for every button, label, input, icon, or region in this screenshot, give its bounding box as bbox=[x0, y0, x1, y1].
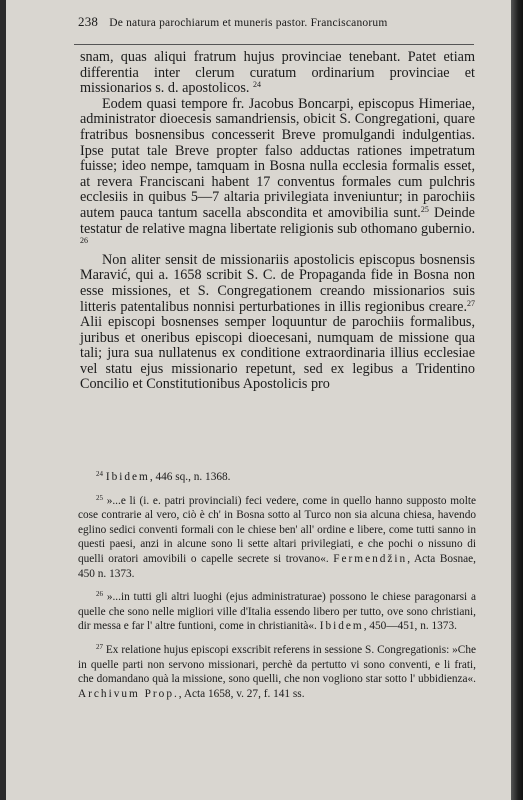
footnote-ref: 27 bbox=[467, 298, 475, 308]
footnote-ref: 24 bbox=[253, 80, 262, 90]
page-edge-shadow bbox=[511, 0, 523, 800]
main-text bbox=[80, 50, 475, 393]
page-number: 238 bbox=[78, 14, 99, 29]
paragraph: Non aliter sensit de missionariis apostolicis episcopus bosnensis Maravić, qui a. 1658 scribit S. C. de Propaganda fide in Bosna non esse missiones, et S. Congregationem creando missionarios suis litteris patentalibus nonnisi perturbationes in illis regionibus creare.$^{27}$ Alii episcopi bosnenses semper loquuntur de parochiis formalibus, juribus et oneribus episcopi dioecesani, numquam de missione qua tali; jura sua nullatenus ex conditione extraordinaria illius ecclesiae vel statu ejus missionario repetunt, sed ex legibus a Tridentino Concilio et Constitutionibus Apostolicis pro bbox=[80, 251, 475, 393]
footnote: $^{26}$ »...in tutti gli altri luoghi (ejus administraturae) possono le chiese paragonarsi a quelle che sono nelle migliori ville d'Italia essendo libero per tutto, ove sono christiani, dir messa e far l' altre funtioni, come in christianità«. Ibidem, 450—451, n. 1373. bbox=[78, 590, 477, 633]
paragraph: Eodem quasi tempore fr. Jacobus Boncarpi, episcopus Himeriae, administrator dioecesis samandriensis, obicit S. Congregationi, quare fratribus bosnensibus concesserit Breve promulgandi indulgentias. Ipse putat tale Breve propter falso adductas rationes impetratum fuisse; ideo nempe, tamquam in Bosna nulla ecclesia formalis esset, at revera Franciscani habent 17 conventus formales cum pulchris ecclesiis in quibus 5—7 altaria privilegiata inveniuntur; in parochiis autem pauca tantum sacella abscondita et amovibilia sunt.$^{25}$ Deinde testatur de relative magna libertate religionis sub othomano gubernio. $^{26}$ bbox=[80, 95, 475, 246]
running-title: De natura parochiarum et muneris pastor. Franciscanorum bbox=[109, 17, 388, 29]
footnotes bbox=[78, 470, 476, 710]
footnote: $^{25}$ »...e li (i. e. patri provinciali) feci vedere, come in quello hanno supposto molte cose contrarie al vero, ciò è ch' in Bosna sotto al Turco non sia alcuna chiesa, havendo eglino sedici conventi formali con le chiese ben' all' ordine e libere, come tutti sanno in questi paesi, anzi in alcune sono li sette altari privilegiati, e che pochi o nissuno di quelli oratori amovibili o capelle secrete si trovano«. Fermendžin, Acta Bosnae, 450 n. 1373. bbox=[78, 493, 476, 580]
footnote-ref: 25 bbox=[420, 204, 429, 214]
header-rule bbox=[74, 44, 474, 45]
footnote: $^{27}$ Ex relatione hujus episcopi exscribit referens in sessione S. Congregationis: »Che in quelle parti non servono missionari, perchè da pertutto vi sono conventi, e li frati, che domandano quà la missione, sono quelli, che non vogliono star sotto l' ubbidienza«. Archivum Prop., Acta 1658, v. 27, f. 141 ss. bbox=[78, 642, 476, 700]
running-header bbox=[78, 14, 458, 30]
paragraph: snam, quas aliqui fratrum hujus provinciae tenebant. Patet etiam differentia inter clerum curatum ordinarium provinciae et missionarios s. d. apostolicos. $^{24}$ bbox=[80, 49, 475, 97]
footnote-ref: 26 bbox=[80, 236, 88, 246]
footnote: $^{24}$ Ibidem, 446 sq., n. 1368. bbox=[96, 470, 231, 483]
